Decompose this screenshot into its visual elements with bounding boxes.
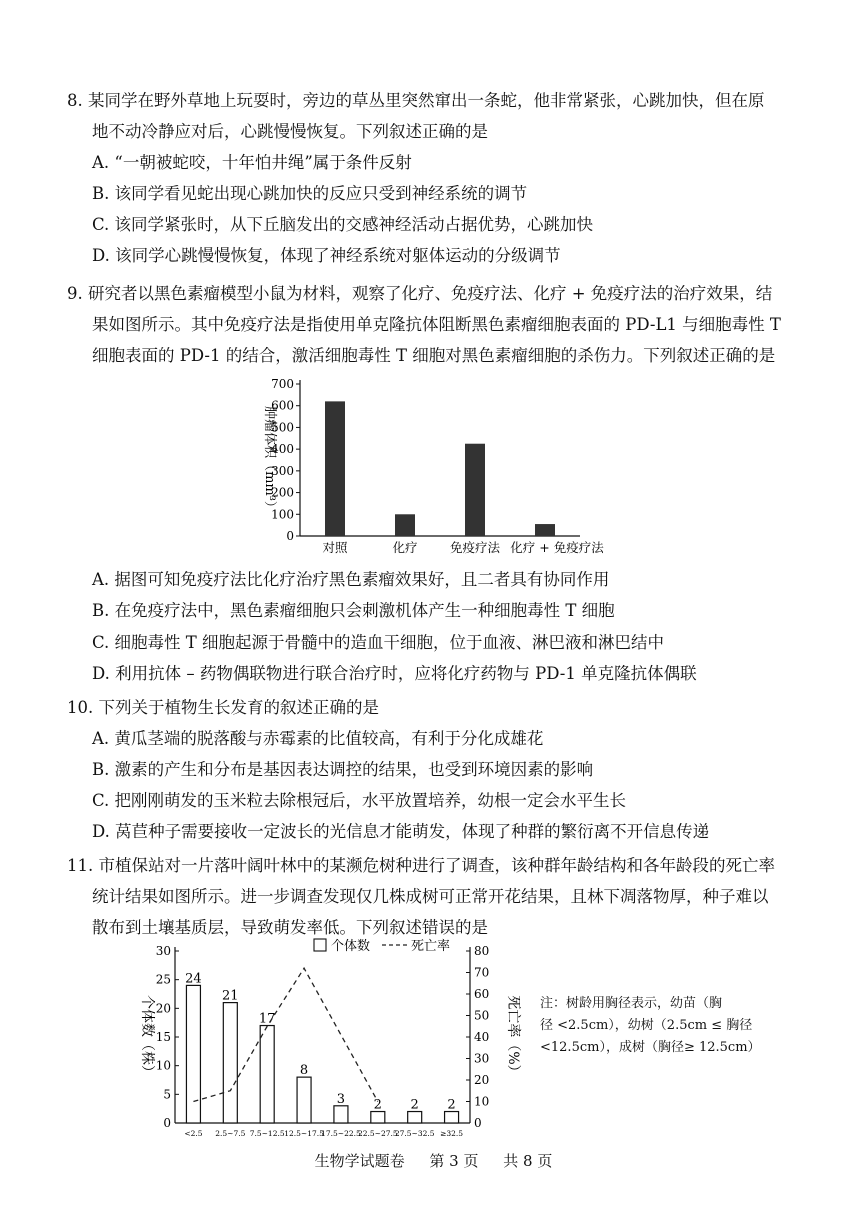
y-tick-label: 20 <box>155 1001 171 1016</box>
q9-option-a: A. 据图可知免疫疗法比化疗治疗黑色素瘤效果好，且二者具有协同作用 <box>92 570 610 589</box>
q11-stem-line-3: 散布到土壤基质层，导致萌发率低。下列叙述错误的是 <box>92 918 488 937</box>
q11-stem-line-1: 11. 市植保站对一片落叶阔叶林中的某濒危树种进行了调查，该种群年龄结构和各年龄段的死亡率 <box>67 856 775 875</box>
y2-tick-label: 20 <box>474 1073 490 1087</box>
x-tick-label: 22.5~27.5 <box>357 1129 398 1137</box>
bar-data-label: 21 <box>222 988 239 1004</box>
y2-tick-label: 40 <box>474 1030 490 1044</box>
q9-option-c: C. 细胞毒性 T 细胞起源于骨髓中的造血干细胞，位于血液、淋巴液和淋巴结中 <box>92 633 665 652</box>
y-tick-label: 30 <box>155 944 171 958</box>
y2-tick-label: 60 <box>474 987 490 1001</box>
y-axis-label: 肿瘤体积（mm³） <box>262 406 277 514</box>
footer-page: 第 3 页 <box>429 1152 479 1170</box>
x-tick-label: ≥32.5 <box>440 1129 464 1137</box>
q9-option-d: D. 利用抗体 – 药物偶联物进行联合治疗时，应将化疗药物与 PD-1 单克隆抗体偶联 <box>92 664 697 683</box>
q8-option-b: B. 该同学看见蛇出现心跳加快的反应只受到神经系统的调节 <box>92 184 528 203</box>
y-tick-label: 0 <box>286 529 294 543</box>
count-bar <box>223 1003 237 1123</box>
q10-option-b: B. 激素的产生和分布是基因表达调控的结果，也受到环境因素的影响 <box>92 760 594 779</box>
y-tick-label: 25 <box>155 972 171 987</box>
q9-stem-line-3: 细胞表面的 PD-1 的结合，激活细胞毒性 T 细胞对黑色素瘤细胞的杀伤力。下列叙述正确的是 <box>92 346 776 365</box>
count-bar <box>371 1112 385 1123</box>
q10-option-a: A. 黄瓜茎端的脱落酸与赤霉素的比值较高，有利于分化成雄花 <box>92 729 544 748</box>
q11-stem-line-2: 统计结果如图所示。进一步调查发现仅几株成树可正常开花结果，且林下凋落物厚，种子难以 <box>92 887 769 906</box>
x-tick-label: <2.5 <box>184 1129 203 1137</box>
y-tick-label: 10 <box>155 1058 171 1073</box>
page-footer <box>0 1150 867 1171</box>
y-tick-label: 300 <box>271 463 294 478</box>
q10-stem: 10. 下列关于植物生长发育的叙述正确的是 <box>67 698 379 717</box>
y2-tick-label: 0 <box>474 1116 482 1130</box>
y-tick-label: 200 <box>271 485 294 500</box>
y2-tick-label: 10 <box>474 1094 490 1109</box>
q11-note <box>540 993 780 1059</box>
bar <box>535 524 555 536</box>
y-tick-label: 400 <box>271 442 294 457</box>
q8-stem-line-1: 8. 某同学在野外草地上玩耍时，旁边的草丛里突然窜出一条蛇，他非常紧张，心跳加快，但在原 <box>67 91 765 110</box>
x-tick-label: 7.5~12.5 <box>249 1129 285 1137</box>
q11-note-line-3: <12.5cm），成树（胸径≥ 12.5cm） <box>540 1040 761 1055</box>
count-bar <box>297 1077 311 1123</box>
q8-option-c: C. 该同学紧张时，从下丘脑发出的交感神经活动占据优势，心跳加快 <box>92 215 594 234</box>
y-tick-label: 700 <box>271 377 294 391</box>
y-axis-label: 个体数（株） <box>139 995 155 1079</box>
y2-tick-label: 50 <box>474 1008 490 1023</box>
y2-tick-label: 80 <box>474 944 490 958</box>
q8-stem-line-2: 地不动冷静应对后，心跳慢慢恢复。下列叙述正确的是 <box>92 122 488 141</box>
q9-stem-line-1: 9. 研究者以黑色素瘤模型小鼠为材料，观察了化疗、免疫疗法、化疗 + 免疫疗法的治疗效果，结 <box>67 284 773 303</box>
q8-option-d: D. 该同学心跳慢慢恢复，体现了神经系统对躯体运动的分级调节 <box>92 246 561 265</box>
x-tick-label: 免疫疗法 <box>449 540 501 555</box>
bar-data-label: 24 <box>185 971 202 987</box>
q10-option-d: D. 莴苣种子需要接收一定波长的光信息才能萌发，体现了种群的繁衍离不开信息传递 <box>92 822 710 841</box>
x-tick-label: 2.5~7.5 <box>215 1129 246 1137</box>
bar-data-label: 3 <box>336 1091 346 1107</box>
y2-axis-label: 死亡率（%） <box>505 995 521 1079</box>
x-tick-label: 对照 <box>322 540 348 555</box>
x-tick-label: 化疗 <box>392 540 418 555</box>
legend-label-count: 个体数 <box>331 939 371 954</box>
y-tick-label: 100 <box>271 507 294 522</box>
legend-label-mortality: 死亡率 <box>411 939 451 954</box>
footer-total: 共 8 页 <box>503 1152 553 1170</box>
bar <box>395 514 415 536</box>
q8-option-a: A. “一朝被蛇咬，十年怕井绳”属于条件反射 <box>92 153 412 172</box>
legend-swatch-count <box>314 939 326 951</box>
q10-option-c: C. 把刚刚萌发的玉米粒去除根冠后，水平放置培养，幼根一定会水平生长 <box>92 791 627 810</box>
bar-data-label: 2 <box>410 1097 419 1113</box>
bar-data-label: 8 <box>299 1063 309 1079</box>
y-tick-label: 15 <box>155 1030 171 1044</box>
y-tick-label: 0 <box>163 1116 171 1130</box>
bar <box>325 401 345 536</box>
y2-tick-label: 70 <box>474 965 490 980</box>
population-age-chart <box>125 937 530 1137</box>
q9-option-b: B. 在免疫疗法中，黑色素瘤细胞只会刺激机体产生一种细胞毒性 T 细胞 <box>92 601 615 620</box>
bar-data-label: 17 <box>258 1011 276 1027</box>
bar <box>465 444 485 536</box>
x-tick-label: 17.5~22.5 <box>321 1129 361 1137</box>
x-tick-label: 12.5~17.5 <box>284 1129 324 1137</box>
count-bar <box>408 1112 422 1123</box>
y-tick-label: 600 <box>271 398 294 413</box>
footer-title: 生物学试题卷 <box>314 1152 405 1170</box>
bar-data-label: 2 <box>447 1097 456 1113</box>
count-bar <box>334 1106 348 1123</box>
x-tick-label: 27.5~32.5 <box>394 1129 435 1137</box>
count-bar <box>260 1026 274 1123</box>
q11-note-line-1: 注：树龄用胸径表示，幼苗（胸 <box>540 996 723 1011</box>
y2-tick-label: 30 <box>474 1051 490 1066</box>
y-tick-label: 5 <box>163 1087 171 1102</box>
q11-note-line-2: 径 <2.5cm），幼树（2.5cm ≤ 胸径 <box>540 1018 753 1033</box>
bar-data-label: 2 <box>373 1097 382 1113</box>
count-bar <box>445 1112 459 1123</box>
count-bar <box>186 985 200 1123</box>
y-tick-label: 500 <box>271 420 294 435</box>
q9-stem-line-2: 果如图所示。其中免疫疗法是指使用单克隆抗体阻断黑色素瘤细胞表面的 PD-L1 与细胞毒性 T <box>92 315 781 334</box>
x-tick-label: 化疗 + 免疫疗法 <box>510 540 604 555</box>
tumor-volume-chart <box>250 372 630 564</box>
